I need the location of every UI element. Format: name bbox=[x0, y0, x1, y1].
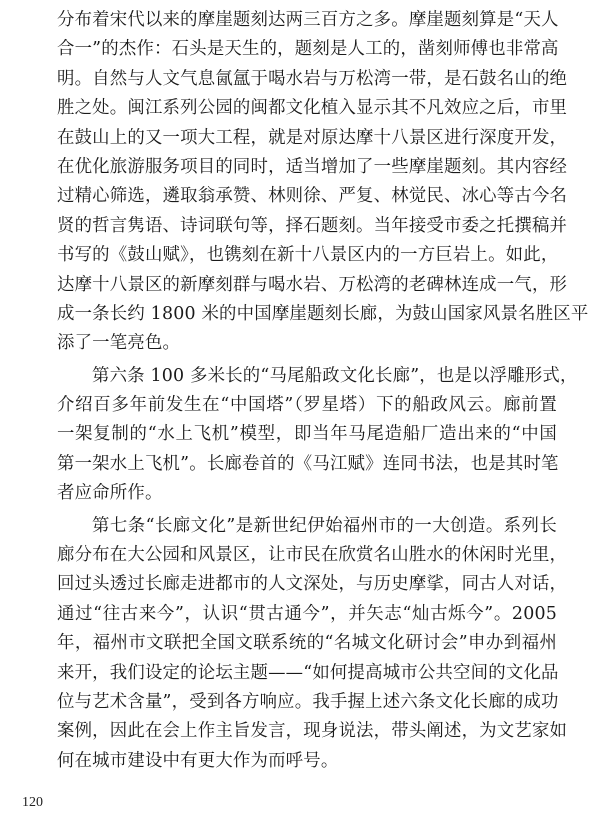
text-line: 明。自然与人文气息氤氲于喝水岩与万松湾一带，是石鼓名山的绝 bbox=[57, 68, 568, 89]
text-line: 合一”的杰作：石头是天生的，题刻是人工的，凿刻师傅也非常高 bbox=[57, 39, 559, 60]
text-line: 第七条“长廊文化”是新世纪伊始福州市的一大创造。系列长 bbox=[92, 515, 557, 536]
text-line: 廊分布在大公园和风景区，让市民在欣赏名山胜水的休闲时光里， bbox=[57, 545, 568, 566]
text-line: 来开，我们设定的论坛主题——“如何提高城市公共空间的文化品 bbox=[57, 662, 559, 683]
text-line: 书写的《鼓山赋》，也镌刻在新十八景区内的一方巨岩上。如此， bbox=[57, 245, 559, 266]
text-line: 过精心筛选，遴取翁承赞、林则徐、严复、林觉民、冰心等古今名 bbox=[57, 186, 568, 207]
text-line: 介绍百多年前发生在“中国塔”（罗星塔）下的船政风云。廊前置 bbox=[57, 395, 557, 416]
text-line: 贤的哲言隽语、诗词联句等，择石题刻。当年接受市委之托撰稿并 bbox=[57, 215, 568, 236]
text-line: 添了一笔亮色。 bbox=[57, 333, 181, 354]
page-number: 120 bbox=[22, 795, 43, 810]
body-text bbox=[57, 6, 589, 776]
text-line: 回过头透过长廊走进都市的人文深处，与历史摩挲，同古人对话， bbox=[57, 574, 568, 595]
text-line: 达摩十八景区的新摩刻群与喝水岩、万松湾的老碑林连成一气，形 bbox=[57, 274, 568, 295]
text-line: 案例，因此在会上作主旨发言，现身说法，带头阐述，为文艺家如 bbox=[57, 721, 568, 742]
paragraph-3 bbox=[57, 512, 568, 777]
text-line: 年，福州市文联把全国文联系统的“名城文化研讨会”申办到福州 bbox=[57, 633, 557, 654]
text-line: 成一条长约 1800 米的中国摩崖题刻长廊，为鼓山国家风景名胜区平 bbox=[57, 303, 589, 324]
text-line: 何在城市建设中有更大作为而呼号。 bbox=[57, 750, 339, 771]
paragraph-1 bbox=[57, 6, 589, 359]
paragraph-2 bbox=[57, 362, 578, 509]
text-line: 在鼓山上的又一项大工程，就是对原达摩十八景区进行深度开发， bbox=[57, 127, 568, 148]
text-line: 第六条 100 多米长的“马尾船政文化长廊”，也是以浮雕形式， bbox=[92, 365, 578, 386]
text-line: 分布着宋代以来的摩崖题刻达两三百方之多。摩崖题刻算是“天人 bbox=[57, 10, 559, 30]
text-line: 一架复制的“水上飞机”模型，即当年马尾造船厂造出来的“中国 bbox=[57, 424, 557, 445]
text-line: 胜之处。闽江系列公园的闽都文化植入显示其不凡效应之后，市里 bbox=[57, 98, 568, 119]
text-line: 位与艺术含量”，受到各方响应。我手握上述六条文化长廊的成功 bbox=[57, 691, 559, 712]
text-line: 通过“往古来今”，认识“贯古通今”，并矢志“灿古烁今”。2005 bbox=[57, 603, 557, 624]
text-line: 在优化旅游服务项目的同时，适当增加了一些摩崖题刻。其内容经 bbox=[57, 156, 568, 177]
text-line: 第一架水上飞机”。长廊卷首的《马江赋》连同书法，也是其时笔 bbox=[57, 453, 559, 474]
text-line: 者应命所作。 bbox=[57, 483, 163, 504]
